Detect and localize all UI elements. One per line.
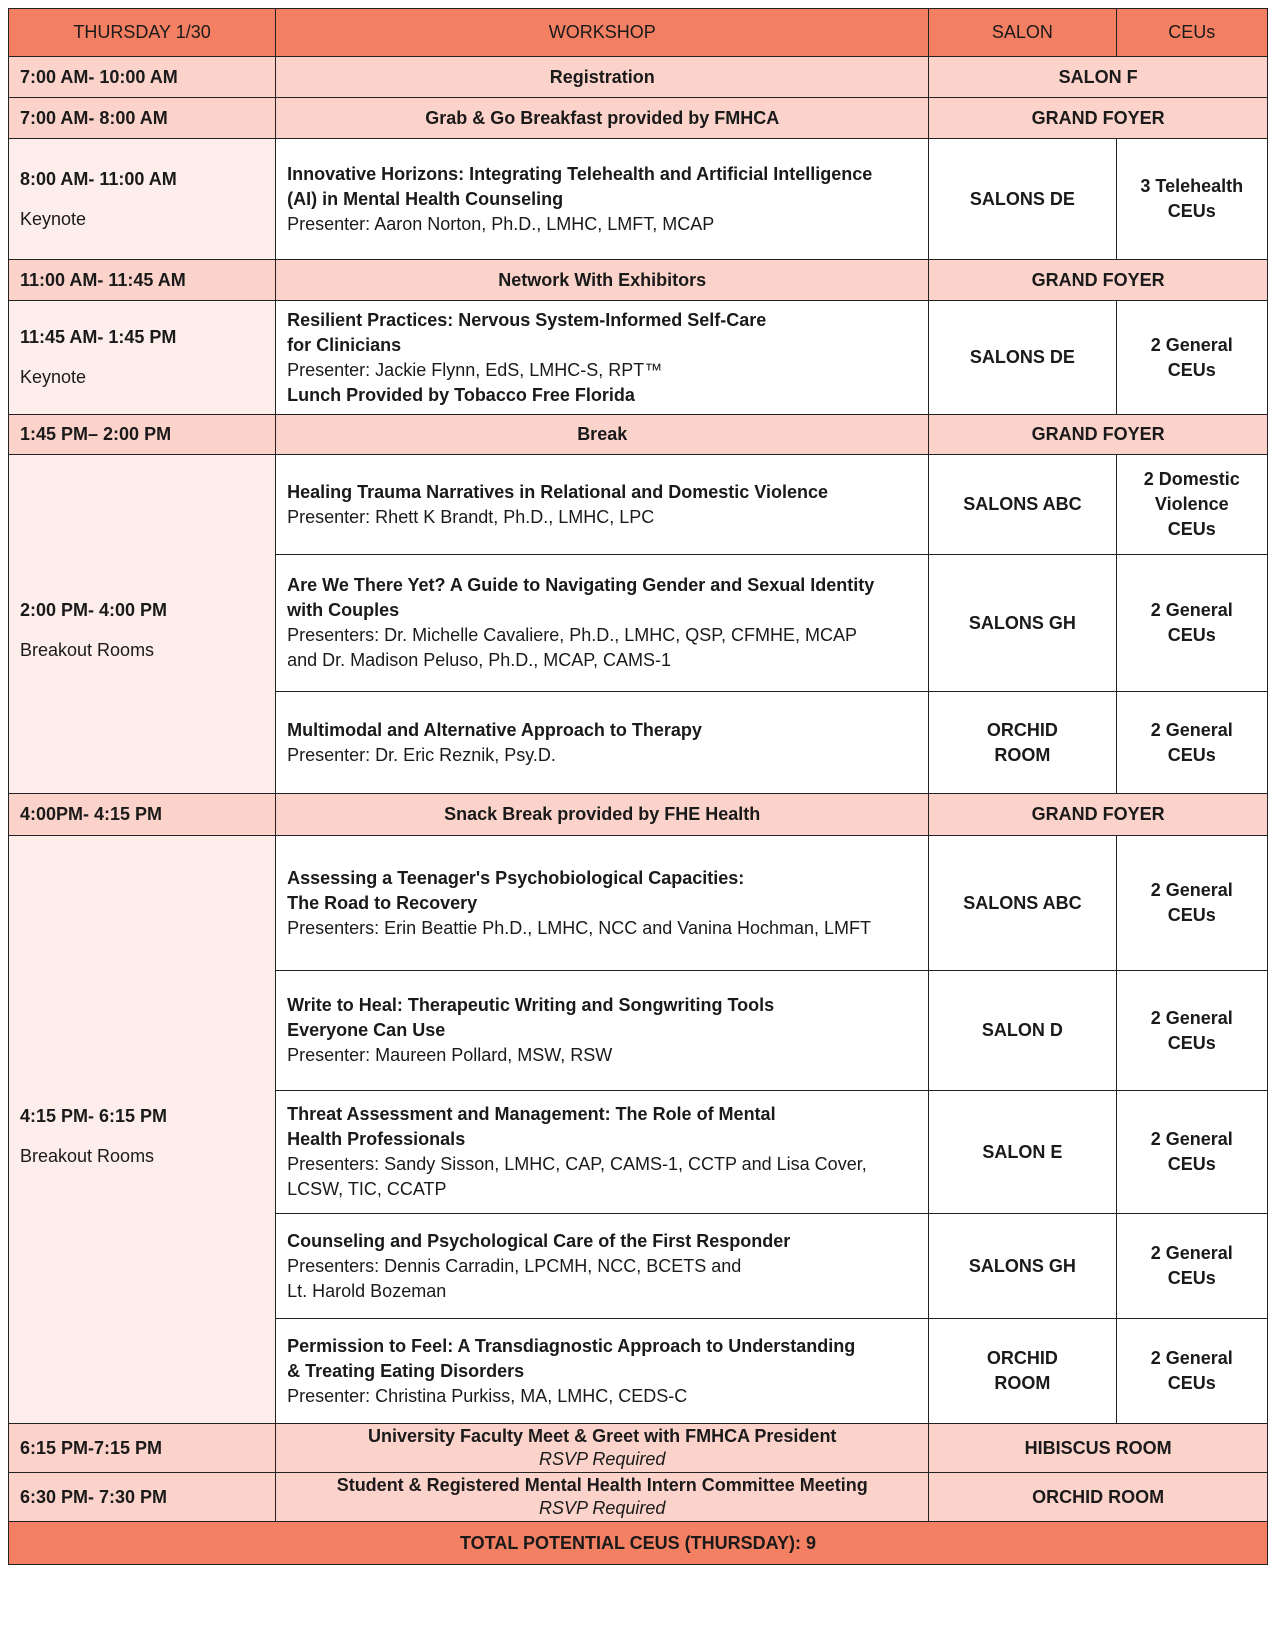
workshop-cell <box>276 971 929 1091</box>
workshop-title: Healing Trauma Narratives in Relational and Domestic Violence <box>287 481 828 502</box>
ceu-cell <box>1116 1319 1267 1424</box>
workshop-title: Threat Assessment and Management: The Role of Mental <box>287 1104 776 1124</box>
presenter: Presenters: Sandy Sisson, LMHC, CAP, CAMS-1, CCTP and Lisa Cover, <box>287 1154 867 1174</box>
workshop-title: Counseling and Psychological Care of the First Responder <box>287 1230 791 1251</box>
time-label: 11:45 AM- 1:45 PM <box>20 327 177 347</box>
row-title: Registration <box>276 57 929 98</box>
ceu-line: CEUs <box>1167 905 1216 925</box>
ceu-line: 2 General <box>1150 1129 1233 1149</box>
session-type: Breakout Rooms <box>20 640 155 660</box>
presenter: Presenter: Dr. Eric Reznik, Psy.D. <box>287 744 556 765</box>
ceu-line: Violence <box>1154 494 1229 514</box>
registration-row <box>9 57 1268 98</box>
lunch-note: Lunch Provided by Tobacco Free Florida <box>287 384 635 405</box>
row-title: Break <box>276 415 929 455</box>
row-room: GRAND FOYER <box>929 794 1268 836</box>
workshop-cell <box>276 1091 929 1214</box>
row-room: GRAND FOYER <box>929 260 1268 301</box>
row-time: 7:00 AM- 10:00 AM <box>9 57 276 98</box>
ceu-line: CEUs <box>1167 201 1216 221</box>
event-title: Student & Registered Mental Health Intern Committee Meeting <box>336 1475 868 1495</box>
session-type: Keynote <box>20 367 87 387</box>
presenter: Presenter: Aaron Norton, Ph.D., LMHC, LMFT, MCAP <box>287 213 715 234</box>
time-cell <box>9 139 276 260</box>
workshop-header: WORKSHOP <box>276 9 929 57</box>
workshop-title-cont: The Road to Recovery <box>287 892 478 913</box>
room-cell: SALONS DE <box>929 301 1116 415</box>
session-type: Breakout Rooms <box>20 1145 155 1166</box>
keynote1-row <box>9 139 1268 260</box>
presenter: Presenter: Rhett K Brandt, Ph.D., LMHC, LPC <box>287 506 655 527</box>
workshop-cell <box>276 1214 929 1319</box>
ceu-cell <box>1116 836 1267 971</box>
ceu-line: 3 Telehealth <box>1140 176 1244 196</box>
ceu-line: CEUs <box>1167 1032 1216 1053</box>
workshop-title-cont: Health Professionals <box>287 1129 466 1149</box>
ceu-line: 2 General <box>1150 600 1233 620</box>
ceu-cell <box>1116 1214 1267 1319</box>
total-ceus: TOTAL POTENTIAL CEUS (THURSDAY): 9 <box>9 1522 1268 1565</box>
meetgreet-row <box>9 1424 1268 1473</box>
ceus-header: CEUs <box>1116 9 1267 57</box>
header-row <box>9 9 1268 57</box>
presenter-cont: LCSW, TIC, CCATP <box>287 1179 447 1199</box>
ceu-line: CEUs <box>1167 519 1216 539</box>
row-room: HIBISCUS ROOM <box>929 1424 1268 1473</box>
row-room: GRAND FOYER <box>929 98 1268 139</box>
ceu-cell <box>1116 139 1267 260</box>
time-cell <box>9 301 276 415</box>
row-room: ORCHID ROOM <box>929 1473 1268 1522</box>
network-row <box>9 260 1268 301</box>
time-label: 2:00 PM- 4:00 PM <box>20 600 168 620</box>
time-cell <box>9 836 276 1424</box>
breakout2-session-row <box>9 836 1268 971</box>
time-cell <box>9 455 276 794</box>
row-title: Grab & Go Breakfast provided by FMHCA <box>276 98 929 139</box>
break-row <box>9 415 1268 455</box>
workshop-cell <box>276 139 929 260</box>
room-cell: SALON E <box>929 1091 1116 1214</box>
presenter: Presenters: Erin Beattie Ph.D., LMHC, NCC and Vanina Hochman, LMFT <box>287 917 872 938</box>
ceu-line: 2 General <box>1150 719 1233 740</box>
rsvp-note: RSVP Required <box>539 1449 666 1469</box>
presenter: Presenter: Maureen Pollard, MSW, RSW <box>287 1045 613 1065</box>
ceu-line: CEUs <box>1167 1373 1216 1393</box>
room-cell: SALONS ABC <box>929 455 1116 555</box>
row-time: 1:45 PM– 2:00 PM <box>9 415 276 455</box>
breakout1-session-row <box>9 455 1268 555</box>
ceu-line: 2 General <box>1150 1243 1233 1263</box>
workshop-title: Innovative Horizons: Integrating Telehealth and Artificial Intelligence <box>287 163 873 184</box>
keynote2-row <box>9 301 1268 415</box>
workshop-title-cont: for Clinicians <box>287 334 402 355</box>
row-title: Snack Break provided by FHE Health <box>276 794 929 836</box>
ceu-cell <box>1116 301 1267 415</box>
event-title: University Faculty Meet & Greet with FMHCA President <box>368 1426 837 1446</box>
time-label: 8:00 AM- 11:00 AM <box>20 168 177 189</box>
ceu-cell <box>1116 555 1267 692</box>
room-cell: SALONS GH <box>929 1214 1116 1319</box>
workshop-title-cont: with Couples <box>287 600 400 620</box>
presenter: Presenter: Christina Purkiss, MA, LMHC, CEDS-C <box>287 1385 688 1406</box>
ceu-line: 2 General <box>1150 1007 1233 1028</box>
row-title <box>276 1424 929 1473</box>
day-header: THURSDAY 1/30 <box>9 9 276 57</box>
workshop-title: Assessing a Teenager's Psychobiological Capacities: <box>287 867 745 888</box>
room-cell: SALONS GH <box>929 555 1116 692</box>
room-line: ROOM <box>994 744 1051 765</box>
rsvp-note: RSVP Required <box>539 1498 666 1518</box>
row-time: 6:15 PM-7:15 PM <box>9 1424 276 1473</box>
row-room: GRAND FOYER <box>929 415 1268 455</box>
total-row <box>9 1522 1268 1565</box>
committee-row <box>9 1473 1268 1522</box>
room-cell: SALONS ABC <box>929 836 1116 971</box>
room-line: ORCHID <box>986 719 1058 740</box>
presenter-cont: Lt. Harold Bozeman <box>287 1280 447 1301</box>
ceu-line: CEUs <box>1167 1154 1216 1174</box>
room-cell <box>929 692 1116 794</box>
workshop-cell <box>276 692 929 794</box>
room-cell: SALONS DE <box>929 139 1116 260</box>
presenter: Presenters: Dr. Michelle Cavaliere, Ph.D., LMHC, QSP, CFMHE, MCAP <box>287 625 857 645</box>
workshop-cell <box>276 555 929 692</box>
room-cell: SALON D <box>929 971 1116 1091</box>
workshop-cell <box>276 455 929 555</box>
room-cell <box>929 1319 1116 1424</box>
workshop-cell <box>276 301 929 415</box>
ceu-cell <box>1116 971 1267 1091</box>
workshop-cell <box>276 836 929 971</box>
workshop-cell <box>276 1319 929 1424</box>
time-label: 4:15 PM- 6:15 PM <box>20 1105 168 1126</box>
ceu-line: 2 Domestic <box>1143 469 1240 489</box>
ceu-cell <box>1116 692 1267 794</box>
row-time: 4:00PM- 4:15 PM <box>9 794 276 836</box>
breakfast-row <box>9 98 1268 139</box>
ceu-line: CEUs <box>1167 359 1216 380</box>
row-title: Network With Exhibitors <box>276 260 929 301</box>
row-time: 7:00 AM- 8:00 AM <box>9 98 276 139</box>
ceu-line: CEUs <box>1167 1268 1216 1288</box>
schedule-table <box>8 8 1268 1565</box>
presenter: Presenter: Jackie Flynn, EdS, LMHC-S, RPT™ <box>287 359 663 380</box>
session-type: Keynote <box>20 208 87 229</box>
ceu-line: 2 General <box>1150 1348 1233 1368</box>
ceu-line: CEUs <box>1167 744 1216 765</box>
workshop-title-cont: & Treating Eating Disorders <box>287 1360 525 1381</box>
workshop-title: Multimodal and Alternative Approach to Therapy <box>287 719 702 740</box>
presenter: Presenters: Dennis Carradin, LPCMH, NCC, BCETS and <box>287 1255 742 1276</box>
ceu-line: 2 General <box>1150 334 1233 355</box>
snack-row <box>9 794 1268 836</box>
row-room: SALON F <box>929 57 1268 98</box>
ceu-line: CEUs <box>1167 625 1216 645</box>
presenter-cont: and Dr. Madison Peluso, Ph.D., MCAP, CAMS-1 <box>287 650 671 670</box>
workshop-title: Resilient Practices: Nervous System-Informed Self-Care <box>287 309 767 330</box>
row-title <box>276 1473 929 1522</box>
workshop-title: Are We There Yet? A Guide to Navigating Gender and Sexual Identity <box>287 575 875 595</box>
workshop-title-cont: Everyone Can Use <box>287 1020 446 1040</box>
row-time: 11:00 AM- 11:45 AM <box>9 260 276 301</box>
ceu-line: 2 General <box>1150 880 1233 900</box>
room-line: ROOM <box>994 1373 1051 1393</box>
workshop-title: Write to Heal: Therapeutic Writing and Songwriting Tools <box>287 995 775 1015</box>
ceu-cell <box>1116 455 1267 555</box>
ceu-cell <box>1116 1091 1267 1214</box>
room-line: ORCHID <box>986 1348 1058 1368</box>
salon-header: SALON <box>929 9 1116 57</box>
workshop-title: Permission to Feel: A Transdiagnostic Approach to Understanding <box>287 1335 856 1356</box>
row-time: 6:30 PM- 7:30 PM <box>9 1473 276 1522</box>
workshop-title-cont: (AI) in Mental Health Counseling <box>287 188 564 209</box>
